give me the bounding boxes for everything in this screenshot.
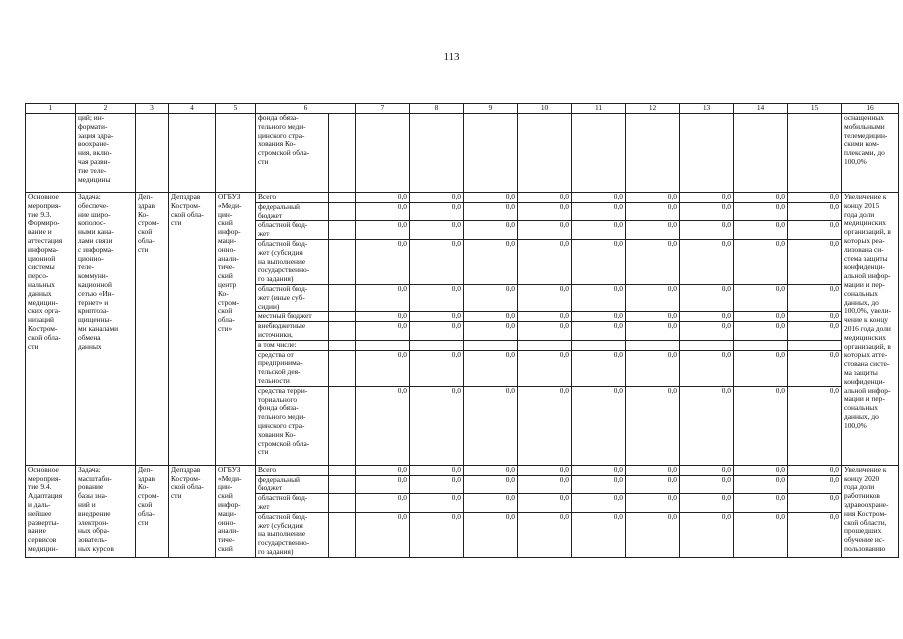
value-cell: 0,0 xyxy=(356,193,410,203)
value-cell: 0,0 xyxy=(410,475,464,494)
funding-source-cell: средства терри- ториального фонда обяза- тельного меди- цинского стра- хования Ко- стромской обла- сти xyxy=(256,386,329,465)
continuation-task-cell: ций; ин- формати- зация здра- воохране- ния, вклю- чая разви- тие теле- медицины xyxy=(76,114,136,193)
value-cell: 0,0 xyxy=(734,202,788,221)
value-cell xyxy=(572,340,626,350)
value-cell: 0,0 xyxy=(464,239,518,284)
empty-cell xyxy=(329,322,356,341)
value-cell: 0,0 xyxy=(572,312,626,322)
value-cell: 0,0 xyxy=(410,221,464,240)
value-cell: 0,0 xyxy=(518,221,572,240)
value-cell: 0,0 xyxy=(356,312,410,322)
value-cell: 0,0 xyxy=(680,284,734,311)
value-cell: 0,0 xyxy=(410,202,464,221)
header-cell: 11 xyxy=(572,104,626,114)
value-cell: 0,0 xyxy=(356,465,410,475)
header-row xyxy=(26,104,899,114)
value-cell: 0,0 xyxy=(788,494,842,513)
coexecutor-cell: Депздрав Костром- ской обла- сти xyxy=(169,465,216,557)
value-cell: 0,0 xyxy=(464,322,518,341)
value-cell: 0,0 xyxy=(788,386,842,465)
value-cell: 0,0 xyxy=(356,221,410,240)
value-cell: 0,0 xyxy=(626,221,680,240)
empty-cell xyxy=(329,193,356,203)
value-cell: 0,0 xyxy=(734,193,788,203)
value-cell: 0,0 xyxy=(356,202,410,221)
budget-table xyxy=(25,103,899,558)
empty-cell xyxy=(626,114,680,193)
header-cell: 10 xyxy=(518,104,572,114)
header-cell: 1 xyxy=(26,104,76,114)
value-cell: 0,0 xyxy=(518,193,572,203)
value-cell: 0,0 xyxy=(410,312,464,322)
value-cell: 0,0 xyxy=(680,221,734,240)
measure-94-row xyxy=(26,465,899,475)
value-cell xyxy=(356,340,410,350)
value-cell xyxy=(734,340,788,350)
value-cell xyxy=(464,340,518,350)
value-cell: 0,0 xyxy=(464,386,518,465)
empty-cell xyxy=(329,475,356,494)
value-cell: 0,0 xyxy=(464,475,518,494)
value-cell: 0,0 xyxy=(572,239,626,284)
value-cell: 0,0 xyxy=(518,312,572,322)
empty-cell xyxy=(518,114,572,193)
empty-cell xyxy=(329,465,356,475)
empty-cell xyxy=(329,239,356,284)
value-cell: 0,0 xyxy=(734,494,788,513)
value-cell: 0,0 xyxy=(518,202,572,221)
funding-source-cell: федеральный бюджет xyxy=(256,202,329,221)
value-cell: 0,0 xyxy=(734,284,788,311)
value-cell: 0,0 xyxy=(518,239,572,284)
empty-cell xyxy=(464,114,518,193)
header-cell: 8 xyxy=(410,104,464,114)
value-cell: 0,0 xyxy=(734,512,788,557)
value-cell: 0,0 xyxy=(788,350,842,386)
value-cell: 0,0 xyxy=(680,465,734,475)
value-cell xyxy=(518,340,572,350)
value-cell: 0,0 xyxy=(410,386,464,465)
funding-source-cell: областной бюд- жет xyxy=(256,221,329,240)
measure-name-cell: Основное мероприя- тие 9.3. Формиро- вание и аттестация информа- ционной системы персо- нальных данных медицин- ских орга- низаций Костром- ской обла- сти xyxy=(26,193,76,466)
value-cell: 0,0 xyxy=(572,221,626,240)
coordinator-cell: Деп- здрав Ко- стром- ской обла- сти xyxy=(136,465,169,557)
value-cell: 0,0 xyxy=(626,494,680,513)
value-cell: 0,0 xyxy=(518,322,572,341)
funding-source-cell: местный бюджет xyxy=(256,312,329,322)
funding-source-cell: областной бюд- жет xyxy=(256,494,329,513)
value-cell: 0,0 xyxy=(518,465,572,475)
empty-cell xyxy=(329,350,356,386)
empty-cell xyxy=(136,114,169,193)
value-cell: 0,0 xyxy=(734,312,788,322)
header-cell: 15 xyxy=(788,104,842,114)
value-cell: 0,0 xyxy=(356,322,410,341)
value-cell: 0,0 xyxy=(464,221,518,240)
value-cell: 0,0 xyxy=(464,512,518,557)
header-cell: 12 xyxy=(626,104,680,114)
value-cell: 0,0 xyxy=(572,193,626,203)
value-cell xyxy=(788,340,842,350)
funding-source-cell: средства от предпринима- тельской дея- тельности xyxy=(256,350,329,386)
empty-cell xyxy=(329,494,356,513)
funding-source-cell: в том числе: xyxy=(256,340,329,350)
value-cell: 0,0 xyxy=(680,475,734,494)
value-cell: 0,0 xyxy=(410,465,464,475)
value-cell: 0,0 xyxy=(518,386,572,465)
header-cell: 7 xyxy=(356,104,410,114)
value-cell: 0,0 xyxy=(356,350,410,386)
value-cell: 0,0 xyxy=(680,322,734,341)
header-cell: 3 xyxy=(136,104,169,114)
value-cell: 0,0 xyxy=(410,284,464,311)
value-cell: 0,0 xyxy=(518,350,572,386)
value-cell: 0,0 xyxy=(572,475,626,494)
expected-result-cell: Увеличение к концу 2015 года доли медицинских организаций, в которых реа- лизована си- стема защиты конфиденци- альной инфор- мации и пер- сональных данных, до 100,0%, увели- чение к концу 2016 года доли медицинских организаций, в которых атте- стована систе- ма защиты конфиденци- альной инфор- мации и пер- сональных данных, до 100,0% xyxy=(842,193,899,466)
value-cell: 0,0 xyxy=(680,386,734,465)
empty-cell xyxy=(329,202,356,221)
value-cell: 0,0 xyxy=(626,465,680,475)
value-cell: 0,0 xyxy=(626,284,680,311)
value-cell: 0,0 xyxy=(464,284,518,311)
funding-source-cell: Всего xyxy=(256,465,329,475)
value-cell: 0,0 xyxy=(626,322,680,341)
value-cell: 0,0 xyxy=(734,386,788,465)
empty-cell xyxy=(169,114,216,193)
value-cell: 0,0 xyxy=(572,322,626,341)
value-cell: 0,0 xyxy=(572,202,626,221)
value-cell: 0,0 xyxy=(464,312,518,322)
executor-cell: ОГБУЗ «Меди- цин- ский инфор- маци- онно- анали- тиче- ский центр Ко- стром- ской обла- сти» xyxy=(216,193,256,466)
value-cell xyxy=(410,340,464,350)
value-cell: 0,0 xyxy=(788,193,842,203)
continuation-name-cell xyxy=(26,114,76,193)
value-cell: 0,0 xyxy=(518,494,572,513)
executor-cell: ОГБУЗ «Меди- цин- ский инфор- маци- онно- анали- тиче- ский xyxy=(216,465,256,557)
value-cell: 0,0 xyxy=(734,239,788,284)
value-cell: 0,0 xyxy=(518,475,572,494)
empty-cell xyxy=(329,221,356,240)
value-cell: 0,0 xyxy=(356,386,410,465)
header-cell: 6 xyxy=(256,104,356,114)
empty-cell xyxy=(329,386,356,465)
value-cell: 0,0 xyxy=(680,202,734,221)
empty-cell xyxy=(329,284,356,311)
value-cell: 0,0 xyxy=(572,465,626,475)
value-cell: 0,0 xyxy=(788,322,842,341)
value-cell: 0,0 xyxy=(410,239,464,284)
value-cell: 0,0 xyxy=(788,512,842,557)
value-cell: 0,0 xyxy=(626,193,680,203)
coexecutor-cell: Депздрав Костром- ской обла- сти xyxy=(169,193,216,466)
header-cell: 9 xyxy=(464,104,518,114)
funding-source-cell: внебюджетные источники, xyxy=(256,322,329,341)
measure-name-cell: Основное мероприя- тие 9.4. Адаптация и даль- нейшее разверты- вание сервисов медицин- xyxy=(26,465,76,557)
value-cell: 0,0 xyxy=(788,221,842,240)
value-cell: 0,0 xyxy=(464,494,518,513)
value-cell: 0,0 xyxy=(680,350,734,386)
value-cell: 0,0 xyxy=(788,239,842,284)
expected-result-cell: Увеличение к концу 2020 года доли работников здравоохране- ния Костром- ской области, прошедших обучение ис- пользованию xyxy=(842,465,899,557)
empty-cell xyxy=(410,114,464,193)
continuation-result-cell: оснащенных мобильными телемедицин- скими ком- плексами, до 100,0% xyxy=(842,114,899,193)
value-cell: 0,0 xyxy=(788,475,842,494)
funding-source-cell: федеральный бюджет xyxy=(256,475,329,494)
value-cell: 0,0 xyxy=(464,465,518,475)
value-cell: 0,0 xyxy=(680,193,734,203)
value-cell: 0,0 xyxy=(410,350,464,386)
header-cell: 5 xyxy=(216,104,256,114)
value-cell: 0,0 xyxy=(572,512,626,557)
value-cell: 0,0 xyxy=(356,512,410,557)
value-cell: 0,0 xyxy=(572,494,626,513)
value-cell: 0,0 xyxy=(410,512,464,557)
funding-source-cell: областной бюд- жет (субсидия на выполнение государственно- го задания) xyxy=(256,239,329,284)
value-cell xyxy=(680,340,734,350)
value-cell: 0,0 xyxy=(680,312,734,322)
value-cell: 0,0 xyxy=(464,202,518,221)
funding-source-cell: Всего xyxy=(256,193,329,203)
value-cell: 0,0 xyxy=(626,350,680,386)
measure-task-cell: Задача: масштаби- рование базы зна- ний и внедрение электрон- ных обра- зователь- ных курсов xyxy=(76,465,136,557)
value-cell: 0,0 xyxy=(734,350,788,386)
value-cell: 0,0 xyxy=(788,202,842,221)
value-cell: 0,0 xyxy=(518,284,572,311)
value-cell: 0,0 xyxy=(626,202,680,221)
header-cell: 4 xyxy=(169,104,216,114)
value-cell: 0,0 xyxy=(572,284,626,311)
value-cell: 0,0 xyxy=(734,465,788,475)
value-cell: 0,0 xyxy=(626,475,680,494)
value-cell: 0,0 xyxy=(410,193,464,203)
value-cell: 0,0 xyxy=(680,239,734,284)
empty-cell xyxy=(329,312,356,322)
value-cell: 0,0 xyxy=(410,494,464,513)
value-cell: 0,0 xyxy=(356,239,410,284)
value-cell: 0,0 xyxy=(788,284,842,311)
empty-cell xyxy=(329,512,356,557)
value-cell: 0,0 xyxy=(572,386,626,465)
empty-cell xyxy=(329,340,356,350)
empty-cell xyxy=(734,114,788,193)
empty-cell xyxy=(356,114,410,193)
value-cell: 0,0 xyxy=(356,475,410,494)
funding-source-cell: областной бюд- жет (субсидия на выполнение государственно- го задания) xyxy=(256,512,329,557)
value-cell: 0,0 xyxy=(626,239,680,284)
measure-93-row xyxy=(26,193,899,203)
continuation-row xyxy=(26,114,899,193)
value-cell: 0,0 xyxy=(356,284,410,311)
value-cell: 0,0 xyxy=(518,512,572,557)
value-cell: 0,0 xyxy=(410,322,464,341)
continuation-source-cell: фонда обяза- тельного меди- цинского стра- хования Ко- стромской обла- сти xyxy=(256,114,329,193)
value-cell: 0,0 xyxy=(572,350,626,386)
value-cell: 0,0 xyxy=(734,322,788,341)
value-cell: 0,0 xyxy=(464,193,518,203)
value-cell: 0,0 xyxy=(680,512,734,557)
value-cell: 0,0 xyxy=(680,494,734,513)
value-cell: 0,0 xyxy=(734,475,788,494)
value-cell: 0,0 xyxy=(356,494,410,513)
empty-cell xyxy=(788,114,842,193)
measure-task-cell: Задача: обеспече- ние широ- кополос- ными кана- лами связи с информа- ционно- теле- коммуни- кационной сетью «Ин- тернет» и криптоза- щищенны- ми каналами обмена данных xyxy=(76,193,136,466)
table-body xyxy=(26,104,899,558)
empty-cell xyxy=(572,114,626,193)
header-cell: 13 xyxy=(680,104,734,114)
funding-source-cell: областной бюд- жет (иные суб- сидии) xyxy=(256,284,329,311)
value-cell: 0,0 xyxy=(626,312,680,322)
value-cell: 0,0 xyxy=(464,350,518,386)
header-cell: 16 xyxy=(842,104,899,114)
value-cell: 0,0 xyxy=(626,512,680,557)
page-number: 113 xyxy=(443,51,460,63)
value-cell: 0,0 xyxy=(788,312,842,322)
empty-cell xyxy=(680,114,734,193)
header-cell: 14 xyxy=(734,104,788,114)
value-cell: 0,0 xyxy=(788,465,842,475)
empty-cell xyxy=(216,114,256,193)
value-cell: 0,0 xyxy=(734,221,788,240)
coordinator-cell: Деп- здрав Ко- стром- ской обла- сти xyxy=(136,193,169,466)
value-cell: 0,0 xyxy=(626,386,680,465)
header-cell: 2 xyxy=(76,104,136,114)
empty-cell xyxy=(329,114,356,193)
value-cell xyxy=(626,340,680,350)
